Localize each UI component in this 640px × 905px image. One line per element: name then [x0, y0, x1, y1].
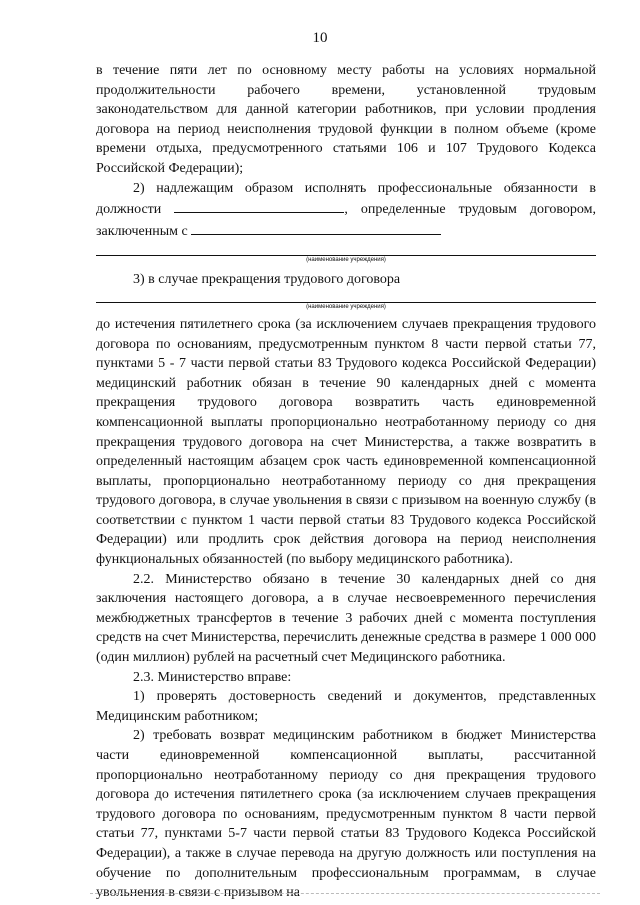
paragraph-duty-2 — [96, 179, 596, 242]
paragraph-2-3-1: 1) проверять достоверность сведений и документов, представленных Медицинским работником; — [96, 689, 596, 724]
employer-field[interactable] — [191, 220, 441, 235]
paragraph-termination: до истечения пятилетнего срока (за исключением случаев прекращения трудового договора по основаниям, предусмотренным пунктом 8 части первой статьи 77, пунктами 5 - 7 части первой статьи 83 Трудового кодекса Российской Федерации) медицинский работник обязан в течение 90 календарных дней с момента прекращения трудового договора возвратить часть единовременной компенсационной выплаты пропорционально неотработанному периоду со дня прекращения трудового договора на счет Министерства, а также возвратить в определенный настоящим абзацем срок часть единовременной компенсационной выплаты, пропорционально неотработанному периоду со дня прекращения трудового договора, в случае увольнения в связи с призывом на военную службу (в соответствии с пунктом 1 части первой статьи 83 Трудового кодекса Российской Федерации) или продлить срок действия договора на период неисполнения функциональных обязанностей (по выбору медицинского работника). — [96, 316, 596, 568]
paragraph-continuation: в течение пяти лет по основному месту работы на условиях нормальной продолжительности рабочего времени, установленной трудовым законодательством для данной категории работников, при условии продления договора на период неисполнения трудовой функции в полном объеме (кроме времени отдыха, предусмотренного статьями 106 и 107 Трудового Кодекса Российской Федерации); — [96, 63, 596, 176]
paragraph-2-3: 2.3. Министерство вправе: — [133, 669, 292, 685]
institution-caption: (наименование учреждения) — [306, 257, 386, 264]
document-body — [96, 61, 596, 903]
duty-2-text-a: 2) надлежащим образом исполнять профессиональные обязанности в должности — [96, 180, 596, 218]
paragraph-2-3-2: 2) требовать возврат медицинским работником в бюджет Министерства части единовременной компенсационной выплаты, рассчитанной пропорционально неотработанному периоду со дня прекращения трудового договора до истечения пятилетнего срока (за исключением случаев прекращения трудового договора по основаниям, предусмотренным пунктом 8 части первой статьи 77, пунктами 5-7 части первой статьи 83 Трудового Кодекса Российской Федерации), а также в случае перевода на другую должность или поступления на обучение по дополнительным профессиональным программам, в случае увольнения в связи с призывом на — [96, 728, 596, 901]
paragraph-duty-3: 3) в случае прекращения трудового договора — [133, 272, 401, 288]
page-number: 10 — [312, 30, 328, 46]
paragraph-2-2: 2.2. Министерство обязано в течение 30 календарных дней со дня заключения настоящего договора, а в случае несвоевременного перечисления межбюджетных трансфертов в течение 3 рабочих дней с момента поступления средств на счет Министерства, перечислить денежные средства в размере 1 000 000 (один миллион) рублей на расчетный счет Медицинского работника. — [96, 571, 596, 666]
position-field[interactable] — [174, 198, 344, 213]
scan-footer-artifact — [90, 893, 600, 894]
institution-caption: (наименование учреждения) — [306, 303, 386, 310]
institution-line-2 — [96, 302, 596, 311]
institution-line-1 — [96, 255, 596, 264]
duty-2-text-b: , определенные трудовым договором, заключенным с — [96, 202, 597, 239]
